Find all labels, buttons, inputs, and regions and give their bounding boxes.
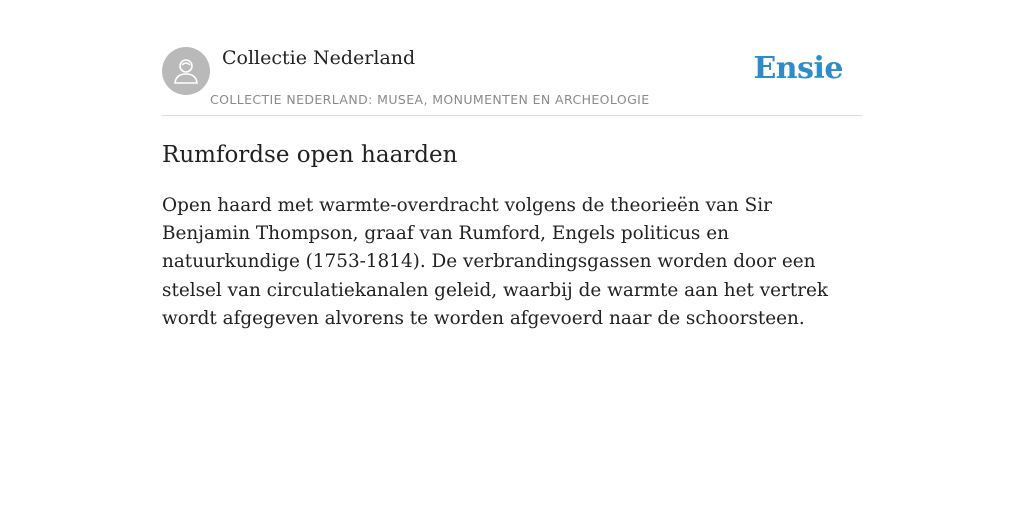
entry-title: Rumfordse open haarden <box>162 142 458 168</box>
user-silhouette-icon <box>171 56 201 86</box>
source-label[interactable]: COLLECTIE NEDERLAND: MUSEA, MONUMENTEN EN ARCHEOLOGIE <box>210 92 650 107</box>
ensie-logo[interactable]: Ensie <box>753 51 843 86</box>
entry-card <box>162 0 862 329</box>
author-avatar[interactable] <box>162 47 210 95</box>
author-name[interactable]: Collectie Nederland <box>222 47 416 69</box>
entry-header <box>162 0 862 116</box>
entry-body: Open haard met warmte-overdracht volgens de theorieën van Sir Benjamin Thompson, graaf van Rumford, Engels politicus en natuurkundige (1753-1814). De verbrandingsgassen worden door een stelsel van circulatiekanalen geleid, waarbij de warmte aan het vertrek wordt afgegeven alvorens te worden afgevoerd naar de schoorsteen. <box>162 195 829 329</box>
